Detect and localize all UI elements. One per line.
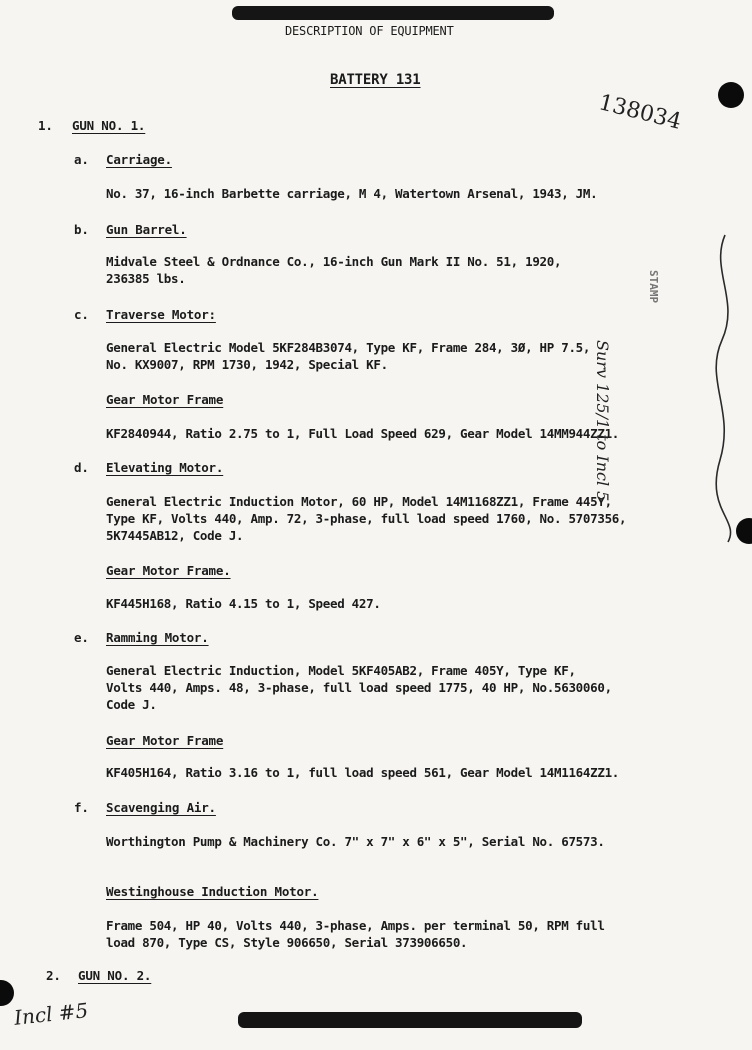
- punch-hole-bottom: [0, 980, 14, 1006]
- item-letter-d: d.: [74, 460, 89, 475]
- westinghouse-motor-line-1: Frame 504, HP 40, Volts 440, 3-phase, Amps. per terminal 50, RPM full: [106, 918, 605, 933]
- scavenging-air-line-1: Worthington Pump & Machinery Co. 7" x 7" x 6" x 5", Serial No. 67573.: [106, 834, 605, 849]
- item-heading-ramming-motor: Ramming Motor.: [106, 630, 209, 645]
- document-number: 138034: [596, 90, 684, 135]
- westinghouse-motor-line-2: load 870, Type CS, Style 906650, Serial 373906650.: [106, 935, 468, 950]
- item-letter-e: e.: [74, 630, 89, 645]
- elevating-gear-motor-frame-heading: Gear Motor Frame.: [106, 563, 231, 578]
- elevating-motor-line-1: General Electric Induction Motor, 60 HP, Model 14M1168ZZ1, Frame 445Y,: [106, 494, 612, 509]
- item-heading-traverse-motor: Traverse Motor:: [106, 307, 216, 322]
- document-subtitle: BATTERY 131: [330, 72, 421, 88]
- elevating-gear-motor-frame-line: KF445H168, Ratio 4.15 to 1, Speed 427.: [106, 596, 381, 611]
- ink-squiggle: [700, 230, 750, 550]
- westinghouse-motor-heading: Westinghouse Induction Motor.: [106, 884, 319, 899]
- section-number-2: 2.: [46, 968, 61, 983]
- section-number-1: 1.: [38, 118, 53, 133]
- item-heading-elevating-motor: Elevating Motor.: [106, 460, 224, 475]
- margin-stamp: STAMP: [647, 270, 660, 304]
- item-heading-gun-barrel: Gun Barrel.: [106, 222, 187, 237]
- elevating-motor-line-2: Type KF, Volts 440, Amp. 72, 3-phase, full load speed 1760, No. 5707356,: [106, 511, 627, 526]
- traverse-gear-motor-frame-heading: Gear Motor Frame: [106, 392, 224, 407]
- carriage-line-1: No. 37, 16-inch Barbette carriage, M 4, Watertown Arsenal, 1943, JM.: [106, 186, 598, 201]
- item-heading-scavenging-air: Scavenging Air.: [106, 800, 216, 815]
- traverse-motor-line-1: General Electric Model 5KF284B3074, Type KF, Frame 284, 3Ø, HP 7.5,: [106, 340, 591, 355]
- ramming-motor-line-2: Volts 440, Amps. 48, 3-phase, full load speed 1775, 40 HP, No.5630060,: [106, 680, 612, 695]
- gun-barrel-line-1: Midvale Steel & Ordnance Co., 16-inch Gun Mark II No. 51, 1920,: [106, 254, 562, 269]
- item-letter-a: a.: [74, 152, 89, 167]
- document-title: DESCRIPTION OF EQUIPMENT: [285, 24, 454, 38]
- redaction-bar-top: [232, 6, 554, 20]
- elevating-motor-line-3: 5K7445AB12, Code J.: [106, 528, 244, 543]
- item-heading-carriage: Carriage.: [106, 152, 172, 167]
- ramming-motor-line-1: General Electric Induction, Model 5KF405AB2, Frame 405Y, Type KF,: [106, 663, 576, 678]
- handwritten-incl-note: Incl #5: [12, 998, 90, 1030]
- traverse-motor-line-2: No. KX9007, RPM 1730, 1942, Special KF.: [106, 357, 388, 372]
- handwritten-margin-note: Surv 125/1 to Incl 5: [593, 340, 612, 502]
- traverse-gear-motor-frame-line: KF2840944, Ratio 2.75 to 1, Full Load Speed 629, Gear Model 14MM944ZZ1.: [106, 426, 620, 441]
- item-letter-c: c.: [74, 307, 89, 322]
- ramming-gear-motor-frame-heading: Gear Motor Frame: [106, 733, 224, 748]
- ramming-gear-motor-frame-line: KF405H164, Ratio 3.16 to 1, full load speed 561, Gear Model 14M1164ZZ1.: [106, 765, 620, 780]
- ramming-motor-line-3: Code J.: [106, 697, 157, 712]
- item-letter-b: b.: [74, 222, 89, 237]
- gun-barrel-line-2: 236385 lbs.: [106, 271, 186, 286]
- redaction-bar-bottom: [238, 1012, 582, 1028]
- item-letter-f: f.: [74, 800, 89, 815]
- section-heading-gun-2: GUN NO. 2.: [78, 968, 152, 983]
- punch-hole-top: [718, 82, 744, 108]
- section-heading-gun-1: GUN NO. 1.: [72, 118, 146, 133]
